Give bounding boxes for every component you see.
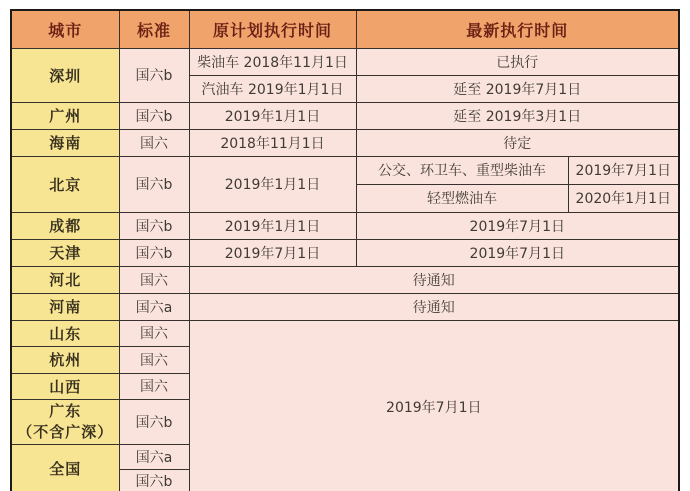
cell-hainan-latest: 待定 [356, 129, 679, 156]
cell-guangzhou-planned: 2019年1月1日 [189, 102, 356, 129]
row-hebei [11, 266, 679, 293]
row-guangzhou [11, 102, 679, 129]
cell-hangzhou-city: 杭州 [11, 346, 119, 373]
cell-tianjin-latest: 2019年7月1日 [356, 239, 679, 266]
cell-nationwide-standard-a: 国六a [119, 444, 189, 469]
cell-hainan-city: 海南 [11, 129, 119, 156]
col-header-standard: 标准 [119, 10, 189, 48]
cell-shandong-city: 山东 [11, 320, 119, 346]
cell-tianjin-city: 天津 [11, 239, 119, 266]
row-tianjin [11, 239, 679, 266]
cell-shanxi-standard: 国六 [119, 373, 189, 399]
cell-hangzhou-standard: 国六 [119, 346, 189, 373]
cell-chengdu-latest: 2019年7月1日 [356, 212, 679, 239]
cell-beijing-light-vehicles: 轻型燃油车 [356, 184, 568, 212]
cell-beijing-planned: 2019年1月1日 [189, 156, 356, 212]
cell-guangdong-standard: 国六b [119, 399, 189, 444]
cell-tianjin-standard: 国六b [119, 239, 189, 266]
cell-beijing-standard: 国六b [119, 156, 189, 212]
cell-guangzhou-latest: 延至 2019年3月1日 [356, 102, 679, 129]
cell-shenzhen-city: 深圳 [11, 48, 119, 102]
cell-nationwide-city: 全国 [11, 444, 119, 491]
cell-henan-standard: 国六a [119, 293, 189, 320]
cell-guangdong-city [11, 399, 119, 444]
row-chengdu [11, 212, 679, 239]
cell-hebei-status: 待通知 [189, 266, 679, 293]
row-hainan [11, 129, 679, 156]
col-header-latest: 最新执行时间 [356, 10, 679, 48]
row-shenzhen-diesel [11, 48, 679, 75]
cell-beijing-city: 北京 [11, 156, 119, 212]
cell-hainan-planned: 2018年11月1日 [189, 129, 356, 156]
row-beijing-heavy [11, 156, 679, 184]
cell-shenzhen-diesel-latest: 已执行 [356, 48, 679, 75]
cell-shenzhen-gasoline-latest: 延至 2019年7月1日 [356, 75, 679, 102]
cell-henan-status: 待通知 [189, 293, 679, 320]
cell-shandong-standard: 国六 [119, 320, 189, 346]
header-row [11, 10, 679, 48]
cell-tianjin-planned: 2019年7月1日 [189, 239, 356, 266]
cell-guangzhou-standard: 国六b [119, 102, 189, 129]
row-shandong [11, 320, 679, 346]
cell-chengdu-city: 成都 [11, 212, 119, 239]
col-header-planned: 原计划执行时间 [189, 10, 356, 48]
cell-beijing-heavy-vehicles: 公交、环卫车、重型柴油车 [356, 156, 568, 184]
cell-beijing-heavy-date: 2019年7月1日 [568, 156, 679, 184]
cell-shenzhen-standard: 国六b [119, 48, 189, 102]
col-header-city: 城市 [11, 10, 119, 48]
cell-shenzhen-gasoline-planned: 汽油车 2019年1月1日 [189, 75, 356, 102]
cell-shanxi-city: 山西 [11, 373, 119, 399]
cell-shenzhen-diesel-planned: 柴油车 2018年11月1日 [189, 48, 356, 75]
emission-standard-table [10, 9, 680, 491]
guangdong-city-line1: 广东 [49, 402, 82, 421]
cell-merged-execution-date: 2019年7月1日 [189, 320, 679, 491]
cell-hebei-city: 河北 [11, 266, 119, 293]
cell-guangzhou-city: 广州 [11, 102, 119, 129]
cell-nationwide-standard-b: 国六b [119, 469, 189, 491]
cell-chengdu-planned: 2019年1月1日 [189, 212, 356, 239]
cell-henan-city: 河南 [11, 293, 119, 320]
cell-hainan-standard: 国六 [119, 129, 189, 156]
cell-chengdu-standard: 国六b [119, 212, 189, 239]
cell-hebei-standard: 国六 [119, 266, 189, 293]
guangdong-city-line2: （不含广深） [17, 422, 114, 441]
row-henan [11, 293, 679, 320]
cell-beijing-light-date: 2020年1月1日 [568, 184, 679, 212]
